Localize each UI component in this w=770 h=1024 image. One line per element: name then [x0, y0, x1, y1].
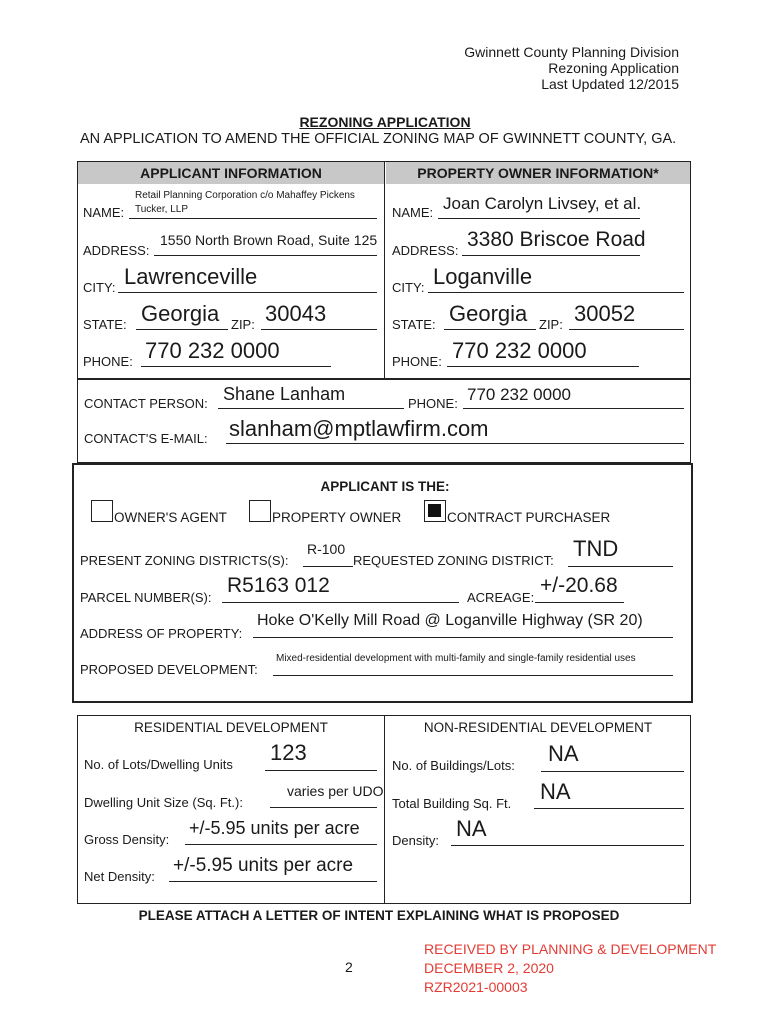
owner-heading: PROPERTY OWNER INFORMATION* — [386, 162, 690, 184]
parcel-label: PARCEL NUMBER(S): — [80, 590, 212, 605]
owner-city-label: CITY: — [392, 280, 425, 295]
applicant-phone-field[interactable] — [141, 366, 331, 367]
received-stamp-case-number: RZR2021-00003 — [424, 979, 528, 995]
applicant-zip: 30043 — [265, 301, 327, 326]
applicant-state-label: STATE: — [83, 317, 127, 332]
owner-name-label: NAME: — [392, 205, 434, 220]
contact-phone: 770 232 0000 — [467, 385, 571, 404]
gross-density-field[interactable] — [185, 844, 377, 845]
requested-zoning-label: REQUESTED ZONING DISTRICT: — [353, 553, 554, 568]
present-zoning: R-100 — [307, 541, 346, 557]
contract-purchaser-label: CONTRACT PURCHASER — [447, 510, 611, 525]
residential-heading: RESIDENTIAL DEVELOPMENT — [134, 720, 328, 735]
page-number: 2 — [345, 959, 353, 975]
property-owner-checkbox[interactable] — [249, 500, 271, 522]
proposed-development: Mixed-residential development with multi-family and single-family residential uses — [276, 653, 636, 664]
applicant-city-field[interactable] — [118, 292, 377, 293]
proposed-development-field[interactable] — [273, 675, 673, 676]
owner-phone-label: PHONE: — [392, 354, 442, 369]
contact-person-label: CONTACT PERSON: — [84, 396, 208, 411]
buildings-value: NA — [548, 741, 579, 766]
page-title: REZONING APPLICATION — [299, 114, 471, 130]
proposed-development-label: PROPOSED DEVELOPMENT: — [80, 662, 258, 677]
building-sqft-field[interactable] — [534, 808, 684, 809]
net-density-field[interactable] — [169, 881, 377, 882]
page-subtitle: AN APPLICATION TO AMEND THE OFFICIAL ZONING MAP OF GWINNETT COUNTY, GA. — [80, 131, 677, 147]
unit-size-field[interactable] — [270, 807, 377, 808]
property-address: Hoke O'Kelly Mill Road @ Loganville Highway (SR 20) — [257, 612, 643, 629]
owner-city-field[interactable] — [428, 292, 684, 293]
gross-density-value: +/-5.95 units per acre — [189, 818, 360, 838]
applicant-address-label: ADDRESS: — [83, 243, 150, 258]
owner-phone: 770 232 0000 — [452, 338, 587, 363]
density-field[interactable] — [451, 845, 684, 846]
building-sqft-value: NA — [540, 779, 571, 804]
development-divider — [384, 715, 385, 904]
contact-person-field[interactable] — [218, 408, 404, 409]
lots-label: No. of Lots/Dwelling Units — [84, 757, 233, 772]
unit-size-label: Dwelling Unit Size (Sq. Ft.): — [84, 795, 243, 810]
buildings-field[interactable] — [541, 771, 684, 772]
applicant-address-field[interactable] — [154, 255, 377, 256]
net-density-label: Net Density: — [84, 869, 155, 884]
applicant-zip-label: ZIP: — [231, 317, 255, 332]
requested-zoning-field[interactable] — [568, 566, 673, 567]
applicant-name-field[interactable] — [129, 218, 377, 219]
contact-phone-field[interactable] — [463, 408, 684, 409]
net-density-value: +/-5.95 units per acre — [173, 855, 354, 876]
owner-phone-field[interactable] — [447, 366, 639, 367]
owner-zip-label: ZIP: — [539, 317, 563, 332]
applicant-city: Lawrenceville — [124, 264, 258, 289]
owner-address-label: ADDRESS: — [392, 243, 459, 258]
owner-name-field[interactable] — [438, 218, 640, 219]
header-division: Gwinnett County Planning Division — [464, 44, 679, 60]
property-owner-label: PROPERTY OWNER — [272, 510, 402, 525]
applicant-state-field[interactable] — [136, 329, 228, 330]
contact-person: Shane Lanham — [223, 384, 346, 404]
applicant-address: 1550 North Brown Road, Suite 125 — [160, 232, 378, 248]
applicant-name-line2: Tucker, LLP — [135, 204, 188, 215]
building-sqft-label: Total Building Sq. Ft. — [392, 796, 512, 811]
parcel-number: R5163 012 — [227, 574, 330, 597]
attach-letter-note: PLEASE ATTACH A LETTER OF INTENT EXPLAINING WHAT IS PROPOSED — [138, 908, 620, 923]
owner-zip-field[interactable] — [569, 329, 684, 330]
lots-value: 123 — [270, 740, 307, 765]
acreage: +/-20.68 — [540, 574, 618, 597]
density-label: Density: — [392, 833, 439, 848]
unit-size-value: varies per UDO — [287, 783, 384, 799]
applicant-city-label: CITY: — [83, 280, 116, 295]
owner-city: Loganville — [433, 264, 533, 289]
owner-address: 3380 Briscoe Road — [467, 228, 646, 251]
received-stamp-line1: RECEIVED BY PLANNING & DEVELOPMENT — [424, 941, 717, 957]
applicant-name-label: NAME: — [83, 205, 125, 220]
applicant-state: Georgia — [141, 301, 220, 326]
contact-email: slanham@mptlawfirm.com — [229, 416, 489, 441]
owner-name: Joan Carolyn Livsey, et al. — [443, 194, 642, 213]
acreage-label: ACREAGE: — [467, 590, 535, 605]
owner-address-field[interactable] — [462, 255, 640, 256]
owners-agent-checkbox[interactable] — [91, 500, 113, 522]
contract-purchaser-checkbox[interactable] — [424, 500, 446, 522]
contact-email-field[interactable] — [226, 443, 684, 444]
nonresidential-heading: NON-RESIDENTIAL DEVELOPMENT — [423, 720, 653, 735]
owner-zip: 30052 — [574, 301, 636, 326]
applicant-zip-field[interactable] — [261, 329, 377, 330]
contact-email-label: CONTACT'S E-MAIL: — [84, 431, 208, 446]
owners-agent-label: OWNER'S AGENT — [114, 510, 227, 525]
header-doc-name: Rezoning Application — [548, 60, 679, 76]
applicant-heading: APPLICANT INFORMATION — [78, 162, 384, 184]
owner-state-field[interactable] — [444, 329, 536, 330]
gross-density-label: Gross Density: — [84, 832, 170, 847]
present-zoning-label: PRESENT ZONING DISTRICTS(S): — [80, 553, 289, 568]
applicant-phone-label: PHONE: — [83, 354, 133, 369]
section-divider — [384, 161, 385, 380]
parcel-field[interactable] — [222, 602, 459, 603]
contact-phone-label: PHONE: — [408, 396, 458, 411]
density-value: NA — [456, 816, 487, 841]
applicant-is-heading: APPLICANT IS THE: — [320, 479, 450, 494]
property-address-field[interactable] — [253, 637, 673, 638]
requested-zoning: TND — [573, 536, 619, 561]
buildings-label: No. of Buildings/Lots: — [392, 758, 515, 773]
lots-field[interactable] — [265, 770, 377, 771]
present-zoning-field[interactable] — [303, 566, 353, 567]
applicant-phone: 770 232 0000 — [145, 338, 280, 363]
received-stamp-date: DECEMBER 2, 2020 — [424, 960, 554, 976]
property-address-label: ADDRESS OF PROPERTY: — [80, 626, 243, 641]
applicant-name-line1: Retail Planning Corporation c/o Mahaffey Pickens — [135, 190, 355, 201]
owner-state-label: STATE: — [392, 317, 436, 332]
acreage-field[interactable] — [535, 602, 624, 603]
header-updated: Last Updated 12/2015 — [541, 76, 679, 92]
owner-state: Georgia — [449, 301, 528, 326]
